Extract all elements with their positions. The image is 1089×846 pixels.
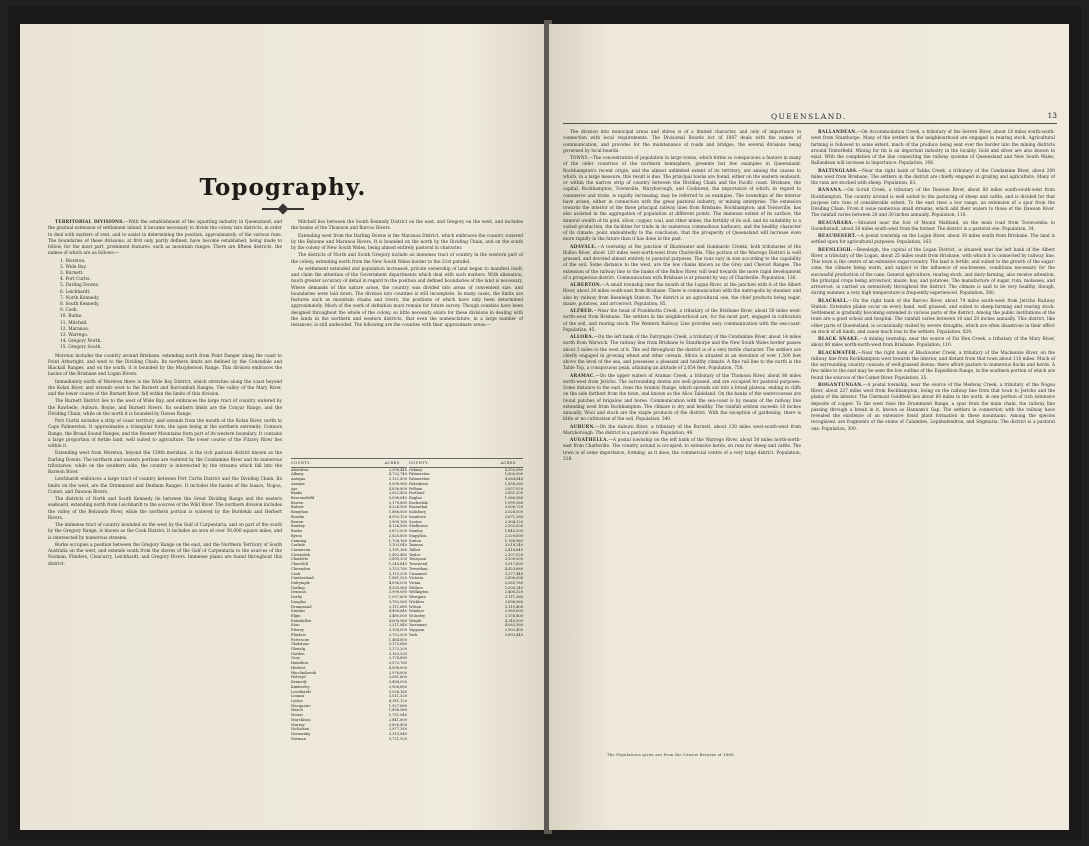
county-acres: 3,103,040 [388, 543, 407, 548]
body-paragraph: The division into municipal areas and shires is of a limited character, and only of importance in connection with local requirements. The Divisional Boards Act of 1887 deals with the names of communication, and provides for the maintenance of roads and bridges, the several divisions being governed by local boards. [563, 130, 801, 154]
county-acres: 3,006,720 [504, 505, 523, 510]
page-heading: Topography. [199, 174, 367, 201]
gazetteer-entry [811, 130, 1055, 168]
county-acres: 2,976,000 [388, 670, 407, 675]
county-name: Bourke [291, 514, 305, 519]
county-acres: 4,096,000 [388, 580, 407, 585]
county-name: Murray [291, 722, 305, 727]
county-name: Douglas [291, 599, 306, 604]
county-acres: 2,671,360 [504, 514, 523, 519]
district-item: 1. Moreton. [60, 258, 86, 264]
county-acres: 1,768,960 [504, 538, 523, 543]
entry-name: BANANA. [818, 188, 844, 194]
county-name: Normanby [291, 731, 311, 736]
district-item: 3. Burnett. [60, 270, 84, 276]
county-acres: 4,496,640 [388, 609, 407, 614]
county-name: Glenelg [291, 647, 306, 652]
county-name: Palmerston [409, 477, 430, 482]
entry-text: —A small township near the mouth of the Logan River, at the junction with it of the Albert River, about 24 miles south-east from Brisbane. There is communication with the metropolis by steamer, and also by railway from Beenleigh Station. The district is an agricultural one, the chief products being sugar, maize, potatoes, and arrowroot. Population, 85. [563, 283, 801, 307]
county-acres: 3,672,000 [388, 529, 407, 534]
county-name: Fitzroy [291, 628, 304, 633]
county-acres: 3,762,560 [388, 599, 407, 604]
county-name: Holroyd [291, 675, 306, 680]
county-acres: 2,211,840 [388, 623, 407, 628]
county-table-right [409, 461, 523, 638]
county-acres: 3,018,240 [504, 543, 523, 548]
county-name: Derby [291, 595, 303, 600]
county-acres: 4,008,960 [388, 618, 407, 623]
entry-text: —A mining township, near the source of Fat Hen Creek, a tributary of the Mary River, about 80 miles north-north-west from Brisbane. Population, 110. [811, 337, 1056, 349]
entry-name: BALTINGLASS. [818, 168, 858, 174]
county-name: Wright [409, 618, 422, 623]
county-name: Westgate [409, 595, 426, 600]
district-item: 8. South Kennedy. [60, 301, 100, 307]
county-acres: 3,017,600 [504, 562, 523, 567]
county-name: Herbert [291, 665, 306, 670]
county-acres: 3,111,360 [504, 595, 523, 600]
gazetteer-entry [811, 234, 1055, 247]
county-name: Cook [291, 571, 301, 576]
county-acres: 3,081,600 [388, 675, 407, 680]
county-acres: 4,240,000 [504, 618, 523, 623]
acres-header: ACRES. [463, 461, 523, 467]
county-acres: 2,408,320 [504, 590, 523, 595]
county-acres: 1,600,000 [504, 472, 523, 477]
entry-text: —Near the head of Frankhutta Creek, a tributary of the Brisbane River, about 50 miles west-north-west from Brisbane. The settlers in the neighbourhood are, for the most part, engaged in cultivation of the soil, and rearing stock. The Western Railway Line provides easy communication with the sea-coast. Population, 45. [563, 309, 801, 333]
county-acres: 3,115,200 [388, 571, 407, 576]
county-acres: 1,097,600 [388, 595, 407, 600]
county-name: Lennox [291, 694, 305, 699]
county-name: Trevethan [409, 566, 428, 571]
body-paragraph: The districts of North and South Kennedy lie between the Great Dividing Range and the eastern seaboard, extending north from Leichhardt to the sources of the Wild River. The northern division includes the valley of the Belyando River, while the northern portion is watered by the Burdekin and Herbert Rivers. [48, 497, 282, 521]
county-acres: 3,106,000 [388, 628, 407, 633]
county-acres: 1,927,680 [388, 703, 407, 708]
county-name: Tennyson [409, 557, 427, 562]
county-acres: 4,350,080 [504, 467, 523, 472]
county-acres: 1,896,960 [388, 708, 407, 713]
gazetteer-entry [811, 188, 1055, 219]
body-paragraph: As settlement extended and population increased, private ownership of land began to manifest itself, and claim the attention of the Government departments which deal with such matters. With alienation, much greater accuracy of detail in regard to the position and defined boundaries of the land is necessary. Where demands of this nature arose, the country was divided into areas of convenient size, and boundaries were laid down. The division into counties is still incomplete. In many cases, the limits are features such as mountain chains and rivers, the positions of which have only been determined approximately. Much of the work of definition must remain for future survey. Though counties have been designed throughout the whole of the colony, so little necessity exists for these divisions in dealing with the lands in the northern and western districts, that even the nomenclature, in a large number of instances, is still undecided. The following are the counties with their approximate areas:— [291, 266, 523, 328]
county-name: Raglan [409, 496, 422, 501]
county-acres: 2,416,640 [504, 547, 523, 552]
gazetteer-entry [563, 374, 801, 424]
county-name: Lytton [291, 698, 303, 703]
county-acres: 2,851,200 [504, 491, 523, 496]
county-name: Rosenthal [409, 505, 428, 510]
page-number: 13 [1047, 111, 1057, 120]
county-acres: 5,098,560 [388, 481, 407, 486]
entry-text: —On the Auburn River, a tributary of the Burnett, about 130 miles west-south-west from Maryborough. The district is a pastoral one. Population, 48. [563, 424, 801, 436]
county-acres: 2,977,280 [388, 727, 407, 732]
right-page [549, 24, 1069, 830]
county-acres: 3,496,000 [388, 680, 407, 685]
county-name: Seaton [409, 519, 422, 524]
county-name: Hinchinbrook [291, 670, 316, 675]
county-acres: 3,908,160 [388, 519, 407, 524]
entry-name: BLACKWATER. [818, 350, 858, 356]
county-acres: 2,121,600 [388, 477, 407, 482]
county-name: Hamilton [291, 661, 308, 666]
county-name: Bowen [291, 500, 304, 505]
county-acres: 3,133,760 [388, 566, 407, 571]
county-acres: 2,592,000 [504, 524, 523, 529]
county-name: Townsend [409, 562, 428, 567]
county-name: Darling [291, 585, 305, 590]
county-acres: 4,732,740 [388, 472, 407, 477]
county-acres: 2,752,000 [388, 632, 407, 637]
county-name: Yeppoon [409, 628, 425, 633]
gazetteer-entry [563, 335, 801, 373]
county-acres: 3,826,400 [388, 722, 407, 727]
gazetteer-entry [811, 248, 1055, 298]
county-name: Vivian [409, 580, 421, 585]
county-name: Burke [291, 529, 302, 534]
table-row [409, 633, 523, 638]
entry-text: —On the left bank of the Dalrymple Creek, a tributary of the Condamine River, about 14 miles north from Warwick. The railway line from Brisbane to Stanthorpe and the New South Wales border passes about 5 miles to the west of it. The soil throughout the district is of a very fertile character. The settlers are chiefly engaged in growing wheat and other cereals. Allora is situated at an elevation of over 1,500 feet above the level of the sea, and possesses a pleasant and healthy climate. A fine rail line to the north is the Table Top, a conspicuous peak, attaining an altitude of 2,054 feet. Population, 750. [563, 335, 801, 372]
county-acres: 3,011,520 [388, 694, 407, 699]
county-acres: 3,721,920 [388, 736, 407, 741]
gazetteer-entry [811, 169, 1055, 188]
county-name: Aramac [291, 481, 306, 486]
gazetteer-entry [811, 337, 1055, 350]
county-acres: 3,111,680 [388, 604, 407, 609]
county-acres: 2,500,240 [504, 585, 523, 590]
left-column-1 [48, 220, 282, 569]
county-acres: 2,565,760 [504, 580, 523, 585]
county-acres: 3,990,080 [388, 590, 407, 595]
county-name: Eton [291, 623, 300, 628]
county-name: Talbot [409, 547, 421, 552]
gazetteer-entry [563, 283, 801, 308]
county-acres: 4,226,560 [388, 505, 407, 510]
county-name: Kimberley [291, 684, 310, 689]
entry-name: ALFRED. [570, 309, 594, 314]
county-acres: 1,858,560 [504, 481, 523, 486]
county-name: Palmerston [409, 472, 430, 477]
county-name: Windsor [409, 609, 425, 614]
district-item: 10. Burke. [60, 314, 83, 320]
county-name: Norman [291, 736, 306, 741]
entry-name: BEAUARABA. [818, 220, 854, 226]
county-acres: 2,275,200 [388, 647, 407, 652]
district-list [60, 259, 282, 352]
right-column-2 [811, 130, 1055, 434]
intro-lead: TERRITORIAL DIVISIONS. [55, 220, 125, 225]
body-paragraph: Port Curtis includes a strip of coast territory, and extends from the mouth of the Kolan River, north to Cape Palmerston. It approximates a triangular form, the apex being at the northern extremity. Connors Range, the Broad Sound Ranges, and the Boomer Mountains form part of its western boundary. It contains a large proportion of fertile land, well suited to agriculture. The lower course of the Fitzroy River lies within it. [48, 419, 282, 450]
header-rule [563, 123, 1057, 124]
county-acres: 1,708,160 [388, 538, 407, 543]
county-acres: 3,163,520 [388, 651, 407, 656]
entry-name: BALLANDEAN. [818, 130, 858, 135]
body-paragraph: Mitchell lies between the South Kennedy District on the east, and Gregory on the west, and includes the basins of the Thomson and Barcoo Rivers. [291, 220, 523, 232]
county-name: March [291, 708, 303, 713]
county-name: Bowen [291, 519, 304, 524]
county-acres: 3,158,400 [504, 614, 523, 618]
county-name: Fortescue [291, 637, 310, 642]
left-col2-paragraphs [291, 220, 523, 329]
county-name: Salisbury [409, 510, 427, 515]
county-acres: 4,181,120 [388, 698, 407, 703]
right-column-1 [563, 130, 801, 464]
entry-name: AUBURN. [570, 424, 596, 430]
entry-text: —On Accommodation Creek, a tributary of the Severn River, about 18 miles south-south-west from Stanthorpe. Many of the settlers in the neighbourhood are engaged in rearing stock. Agricultural farming is followed to some extent, much of the produce being sent over the border into the mining districts around Tenterfield. Mining for tin is an important industry in the locality. Gold and silver are also known to exist. With the completion of the line connecting the railway systems of Queensland and New South Wales, Ballandean will increase in importance. Population, 106. [811, 130, 1055, 167]
county-name: Beaconsfield [291, 496, 315, 501]
county-acres: 1,492,480 [388, 552, 407, 557]
county-name: Macquarie [291, 703, 311, 708]
district-item: 12. Maranoa. [60, 326, 90, 332]
county-acres: 2,398,440 [388, 467, 407, 472]
entry-text: —On Scrub Creek, a tributary of the Dawson River, about 80 miles south-south-west from Rockhampton. The country around is well suited to the pasturing of sheep and cattle, and is divided for that purpose into runs of considerable extent. To the east rises a low range, an extension of a spur from the Dividing Chain. From it issue numerous small streams, which add their waters to those of the Dawson River. The rainfall varies between 20 and 30 inches annually. Population, 110. [811, 188, 1055, 219]
county-acres: 2,329,600 [504, 533, 523, 538]
county-acres: 1,888,000 [388, 510, 407, 515]
county-acres: 3,110,400 [504, 604, 523, 609]
county-name: Rochedale [409, 500, 429, 505]
gazetteer-entry [563, 438, 801, 463]
county-acres: 3,200,000 [504, 557, 523, 562]
county-name: Albany [291, 472, 304, 477]
book-spread [8, 6, 1081, 840]
county-name: Enniskillen [291, 618, 312, 623]
county-acres: 2,107,520 [504, 552, 523, 557]
county-acres: 4,330,560 [388, 585, 407, 590]
county-acres: 2,896,000 [504, 576, 523, 581]
left-col1-paragraphs [48, 354, 282, 568]
county-name: Dalrymple [291, 580, 310, 585]
entry-name: BLACKALL. [818, 298, 849, 304]
county-name: Taylor [409, 552, 421, 557]
county-acres: 3,036,160 [388, 689, 407, 694]
county-acres: 2,178,880 [388, 656, 407, 661]
entry-name: BEAUDESERT. [818, 234, 857, 239]
county-acres: 1,484,800 [388, 637, 407, 642]
county-name: Cumberland [291, 576, 314, 581]
entry-text: —On the right bank of the Barcoo River, about 74 miles south-west from Jericho Railway Station. Extensive plains occur on every hand, well grassed, and suited to sheep-farming and rearing stock. Settlement is gradually becoming extended in various parts of the district. Among the public institutions of the town are a good school and hospital. The rainfall varies between 10 and 20 inches annually. This district, like other parts of Queensland, is occasionally visited by severe droughts, which are often disastrous in their effect on stock of all kinds, and cause much loss to the settlers. Population, 829. [811, 298, 1055, 335]
district-item: 2. Wide Bay. [60, 264, 87, 270]
left-page [20, 24, 546, 830]
gazetteer-entry [811, 299, 1055, 337]
county-acres: 3,277,440 [504, 571, 523, 576]
county-acres: 5,096,640 [388, 496, 407, 501]
gazetteer-entry [563, 425, 801, 438]
body-paragraph: The immense tract of country bounded on the west by the Gulf of Carpentaria, and on part of the south by the Gregory Range, is known as the Cook District. It includes an area of over 30,000 square miles, and is intersected by numerous streams. [48, 523, 282, 541]
body-paragraph: Burke occupies a position between the Gregory Range on the east, and the Northern Territory of South Australia on the west, and extends south from the shores of the Gulf of Carpentaria to the sources of the Norman, Flinders, Cloncurry, Leichhardt, and Gregory Rivers. Immense plains are found throughout this district. [48, 542, 282, 567]
county-acres: 3,480,000 [388, 614, 407, 618]
entry-name: BEENLEIGH. [818, 247, 853, 253]
county-acres: 1,240,640 [388, 562, 407, 567]
county-header: COUNTY. [409, 461, 463, 467]
county-name: Carlisle [291, 543, 306, 548]
entry-name: AUGATHELLA. [570, 438, 609, 443]
county-acres: 4,126,080 [388, 524, 407, 529]
intro-body: —With the establishment of the squatting industry in Queensland, and the gradual extension of settlement inland, it became necessary to divide the colony into districts, in order to deal with matters of rent, and to assist in determining the position, approximately, of the various runs. The boundaries of these divisions, at first only partly defined, have become established, being made to follow, for the most part, prominent features, such as mountain ranges. There are fifteen districts, the names of which are as follows:— [48, 220, 282, 257]
county-acres: 2,902,400 [504, 628, 523, 633]
county-acres: 2,528,000 [504, 510, 523, 515]
county-name: Sandown [409, 514, 426, 519]
entry-name: BOGANTUNGAN. [818, 382, 864, 388]
body-paragraph: Moreton includes the country around Brisbane, extending north from Point Danger along the coast to Point Arkwright, and west to the Dividing Chain. Its northern limits are defined by the Conondale and Blackall Ranges, and on the south, it is bounded by the Macpherson Range. This division embraces the basins of the Brisbane and Logan Rivers. [48, 353, 282, 378]
county-name: Sutton [409, 538, 422, 543]
county-name: Bulwer [291, 505, 305, 510]
entry-name: ADAVALE. [570, 244, 597, 250]
body-paragraph: The Burnett District lies to the west of Wide Bay, and embraces the large tract of country watered by the Rawbelle, Auburn, Boyne, and Burnett Rivers. Its southern limits are the Conyar Range, and the Dividing Chain, while on the north it is bounded by Dawes Range. [48, 399, 282, 417]
county-name: Mount [291, 713, 303, 718]
county-acres: 3,895,200 [388, 557, 407, 562]
county-name: Banks [291, 491, 303, 496]
county-acres: 2,904,320 [504, 519, 523, 524]
entry-name: ALLORA. [570, 335, 594, 340]
county-acres: 4,064,640 [504, 477, 523, 482]
county-name: Ayr [291, 486, 298, 491]
county-name: Gladstone [291, 642, 310, 647]
left-column-2 [291, 220, 523, 330]
county-name: Kennedy [291, 680, 307, 685]
body-paragraph: Leichhardt embraces a large tract of country between Port Curtis District and the Dividing Chain. Its limits on the west, are the Drummond and Denham Ranges. It includes the basins of the Isaacs, Nogoa, Comet, and Dawson Rivers. [48, 477, 282, 495]
county-name: Carnarvon [291, 547, 311, 552]
entry-text: —A township at the junction of Blackwater and Gumbardo Creeks, both tributaries of the Bulloo River, about 120 miles west-north-west from Charleville. This portion of the Warrego District is well grassed, and devoted almost entirely to pastoral purposes. The runs vary in size according to the capability of the soil. Some distance to the west, are the low chains known as the Grey and Cheviot Ranges. The extension of the railway line to the banks of the Bulloo River, will tend towards the more rapid development of a prosperous district. Communication with Brisbane is at present by way of Charleville. Population, 136. [563, 244, 801, 281]
county-header: COUNTY. [291, 461, 352, 467]
entry-text: —Near the right bank of Yabba Creek, a tributary of the Condamine River, about 200 miles west from Brisbane. The settlers in the district are chiefly engaged in grazing and agriculture. Many of the runs are stocked with sheep. Population, 63. [811, 168, 1055, 186]
county-acres: 1,843,200 [504, 529, 523, 534]
county-acres: 1,966,080 [504, 496, 523, 501]
acres-header: ACRES. [352, 461, 407, 467]
county-acres: 2,828,800 [388, 533, 407, 538]
district-item: 15. Gregory South. [60, 345, 102, 351]
running-head: QUEENSLAND. [771, 112, 847, 121]
county-acres: 1,881,920 [388, 576, 407, 581]
gazetteer-entry [811, 221, 1055, 234]
entry-text: —Beenleigh, the capital of the Logan District, is situated near the left bank of the Albert River, a tributary of the Logan, about 25 miles south from Brisbane, with which it is connected by railway line. This town is the centre of an extensive sugar-country. The land is fertile, and suited to the growth of the sugar-cane, the climate being warm, and subject to the influence of sea-breezes, conditions necessary for the successful production of the cane. General agriculture, rearing stock, and dairy-farming, also receive attention, the principal crops being arrowroot, maize, hay, and potatoes. The manufacture of sugar, rum, molasses, and arrowroot, is carried on extensively throughout the district. The climate is said to be very healthy, though, during summer, a very high temperature is frequently experienced. Population, 580. [811, 247, 1055, 297]
body-paragraph: Extending west from Moreton, beyond the 150th meridian, is the rich pastoral district known as the Darling Downs. The northern and eastern portions are watered by the Condamine River and its numerous tributaries, while on the southern side, the country is intersected by the streams which fall into the Barwon River. [48, 451, 282, 476]
county-name: Aberdeen [291, 467, 309, 472]
county-name: Flinders [291, 632, 307, 637]
district-item: 11. Mitchell. [60, 320, 88, 326]
county-name: Wellington [409, 590, 429, 595]
table-top-rule [291, 458, 523, 459]
county-name: Elgin [291, 614, 301, 618]
county-acres: 4,593,120 [388, 514, 407, 519]
county-acres: 2,841,600 [388, 717, 407, 722]
county-name: Wolseley [409, 614, 426, 618]
county-acres: 1,751,040 [388, 713, 407, 718]
county-name: Gordon [291, 651, 305, 656]
county-acres: 1,999,360 [504, 500, 523, 505]
county-name: Leichhardt [291, 689, 311, 694]
district-item: 4. Port Curtis. [60, 277, 91, 283]
county-name: Nicholson [291, 727, 310, 732]
county-acres: 4,836,800 [388, 486, 407, 491]
body-paragraph: The districts of North and South Gregory include an immense tract of country in the western part of the colony, extending north from the New South Wales border to the 21st parallel. [291, 253, 523, 265]
county-acres: 2,969,600 [504, 609, 523, 614]
county-name: Wicklow [409, 599, 425, 604]
gazetteer-entry [563, 309, 801, 334]
county-name: Yarraman [409, 623, 427, 628]
county-name: Orkney [409, 467, 423, 472]
district-item: 7. North Kennedy. [60, 295, 100, 301]
ornament-divider [262, 208, 304, 210]
county-name: Drummond [291, 604, 312, 609]
county-name: Murchison [291, 717, 311, 722]
entry-name: ALBERTON. [570, 283, 602, 288]
county-name: Pelham [409, 486, 423, 491]
body-paragraph: TOWNS.—The concentration of population in large towns, which forms so conspicuous a feature in many of the older countries of the northern hemisphere, presents but few examples in Queensland. Rockhampton's recent origin, and the almost unlimited extent of its territory, are among the causes to which, in a large measure, this result is due. The principal towns are found, either on the eastern seaboard, or within the narrow strip of country between the Dividing Chain and the Pacific coast. Brisbane, the capital, Rockhampton, Townsville, Maryborough, and Cooktown, the importance of which, in regard to commerce and trade, is rapidly increasing, may be referred to as examples. The townships of the interior have arisen, either in connection with the great pastoral industry, or mining enterprise. The extension towards the interior of the three principal railway lines from Brisbane, Rockhampton, and Townsville, has also assisted in the aggregation of population at different points. The immense extent of its surface, the mineral wealth of its gold, silver, copper, coal, and other mines, the fertility of its soil, and its suitability to a varied production, the facilities for trade in its numerous commodious harbours, and the healthy character of its climate, point undoubtedly to the conclusion, that the prosperity of Queensland will increase even more rapidly in the future than it has done in the past. [563, 156, 801, 243]
county-name: Denison [291, 590, 306, 595]
gazetteer-entry [811, 383, 1055, 433]
district-item: 13. Warrego. [60, 332, 89, 338]
county-acres: 2,696,960 [504, 599, 523, 604]
county-table-left [291, 461, 407, 741]
county-acres: 3,175,680 [388, 642, 407, 647]
county-acres: 2,906,880 [388, 684, 407, 689]
county-name: Stapylton [409, 533, 427, 538]
district-item: 9. Cook. [60, 308, 78, 314]
county-name: Wallace [409, 585, 424, 590]
table-row [291, 737, 407, 742]
county-acres: 3,573,760 [388, 661, 407, 666]
county-name: Byron [291, 533, 302, 538]
county-name: Antigua [291, 477, 306, 482]
gazetteer-entry [563, 245, 801, 283]
county-acres: 4,082,560 [504, 623, 523, 628]
entry-text: —A postal township, near the source of the Medway Creek, a tributary of the Nogoa River, about 227 miles west from Rockhampton, being on the railway line from that town to Jericho and the plains of the interior. The Clermont Goldfield lies about 60 miles to the north, in one portion of rich extensive deposits of copper. To the west rises the Drummond Range, a spur from the main chain, the railway line passing through a break in it, known as Hannam's Gap. The settlers in connection with the railway have revealed the existence of an extensive fossil plant formation in these mountains. Among the species recognised, are fragments of the stems of Calamites, Lepidodendron, and Stigmaria. The district is a pastoral one. Population, 300. [811, 382, 1055, 432]
county-name: Grey [291, 656, 300, 661]
county-acres: 4,423,680 [504, 566, 523, 571]
entry-name: BLACK SNAKE. [818, 337, 860, 342]
county-name: Victoria [409, 576, 424, 581]
county-acres: 4,096,000 [388, 665, 407, 670]
entry-text: —A postal township on the left bank of the Warrego River, about 50 miles north-north-east from Charleville. The country around is occupied, to extensive herds, on runs for sheep and cattle. The town is of some importance, forming, as it does, the commercial centre of a very large district. Population, 218. [563, 438, 801, 462]
county-name: Tasman [409, 543, 423, 548]
county-name: York [409, 632, 418, 637]
county-name: Portland [409, 491, 425, 496]
entry-text: —On the upper waters of Aramac Creek, a tributary of the Thomson River, about 80 miles north-west from Jericho. The surrounding downs are well grassed, and are occupied for pastoral purposes. Some distance to the east, rises the Aramac Range, which spreads out into a broad plateau, ending in cliffs on the side farthest from the town, and known as the Alice Tableland. On the banks of the watercourses are found patches of brigalow and boree. Communication with the sea-coast is by means of the railway line extending west from Rockhampton. The climate is dry and healthy. The rainfall seldom exceeds 18 inches annually. Wool and stock are the staple products of the district. With the exception of gardening, there is little or no cultivation of the soil. Population, 340. [563, 373, 801, 423]
county-acres: 2,893,440 [504, 632, 523, 637]
county-name: Shelburne [409, 524, 428, 529]
entry-name: ARAMAC. [570, 373, 596, 379]
entry-text: —Situated near the foot of Mount Maitland, on the main road from Toowoomba to Goondiwindi, about 26 miles south-west from the former. The district is a pastoral one. Population, 34. [811, 220, 1055, 232]
county-name: Bundey [291, 524, 305, 529]
entry-text: —A postal township on the Logan River, about 38 miles south from Brisbane. The land is settled upon for agricultural purposes. Population, 163. [811, 234, 1055, 246]
county-name: Bonython [291, 510, 309, 515]
county-acres: 2,191,360 [388, 547, 407, 552]
district-item: 14. Gregory North. [60, 339, 102, 345]
county-acres: 5,178,880 [388, 500, 407, 505]
intro-paragraph [48, 220, 282, 258]
gazetteer-entry [811, 351, 1055, 382]
county-name: Churchill [291, 562, 308, 567]
county-name: Canning [291, 538, 307, 543]
footnote: The Populations given are from the Census Returns of 1886. [607, 752, 736, 757]
county-name: Cavendish [291, 552, 310, 557]
body-paragraph: Extending west from the Darling Downs is the Maranoa District, which embraces the country watered by the Balonne and Maranoa Rivers. It is bounded on the north by the Dividing Chain, and on the south by the colony of New South Wales, being almost entirely pastoral in character. [291, 233, 523, 251]
county-acres: 2,837,920 [504, 486, 523, 491]
body-paragraph: Immediately north of Moreton there is the Wide Bay District, which stretches along the coast beyond the Kolan River, and extends west to the Burnett and Burrumbah Ranges. The valley of the Mary River, and the lower course of the Burnett River, fall within the limits of this division. [48, 379, 282, 398]
county-name: Stanley [409, 529, 423, 534]
entry-text: —Near the right bank of Blackwater Creek, a tributary of the Mackenzie River, on the railway line from Rockhampton west towards the interior, and distant from that town about 118 miles. Much of the surrounding country consists of well-grassed downs; there afford pasture to numerous flocks and herds. A few miles to the east may be seen the low outline of the Expedition Range, in the southern portion of which are found the sources of the Comet River. Population, 35. [811, 350, 1055, 381]
county-name: Charlotte [291, 557, 309, 562]
district-item: 5. Darling Downs. [60, 283, 100, 289]
county-name: Clarendon [291, 566, 310, 571]
county-acres: 3,622,400 [388, 491, 407, 496]
county-name: Dundas [291, 609, 305, 614]
county-acres: 3,315,840 [388, 731, 407, 736]
county-name: Unnamed [409, 571, 427, 576]
county-name: Wilson [409, 604, 422, 609]
district-item: 6. Leichhardt. [60, 289, 91, 295]
county-name: Pakenham [409, 481, 428, 486]
